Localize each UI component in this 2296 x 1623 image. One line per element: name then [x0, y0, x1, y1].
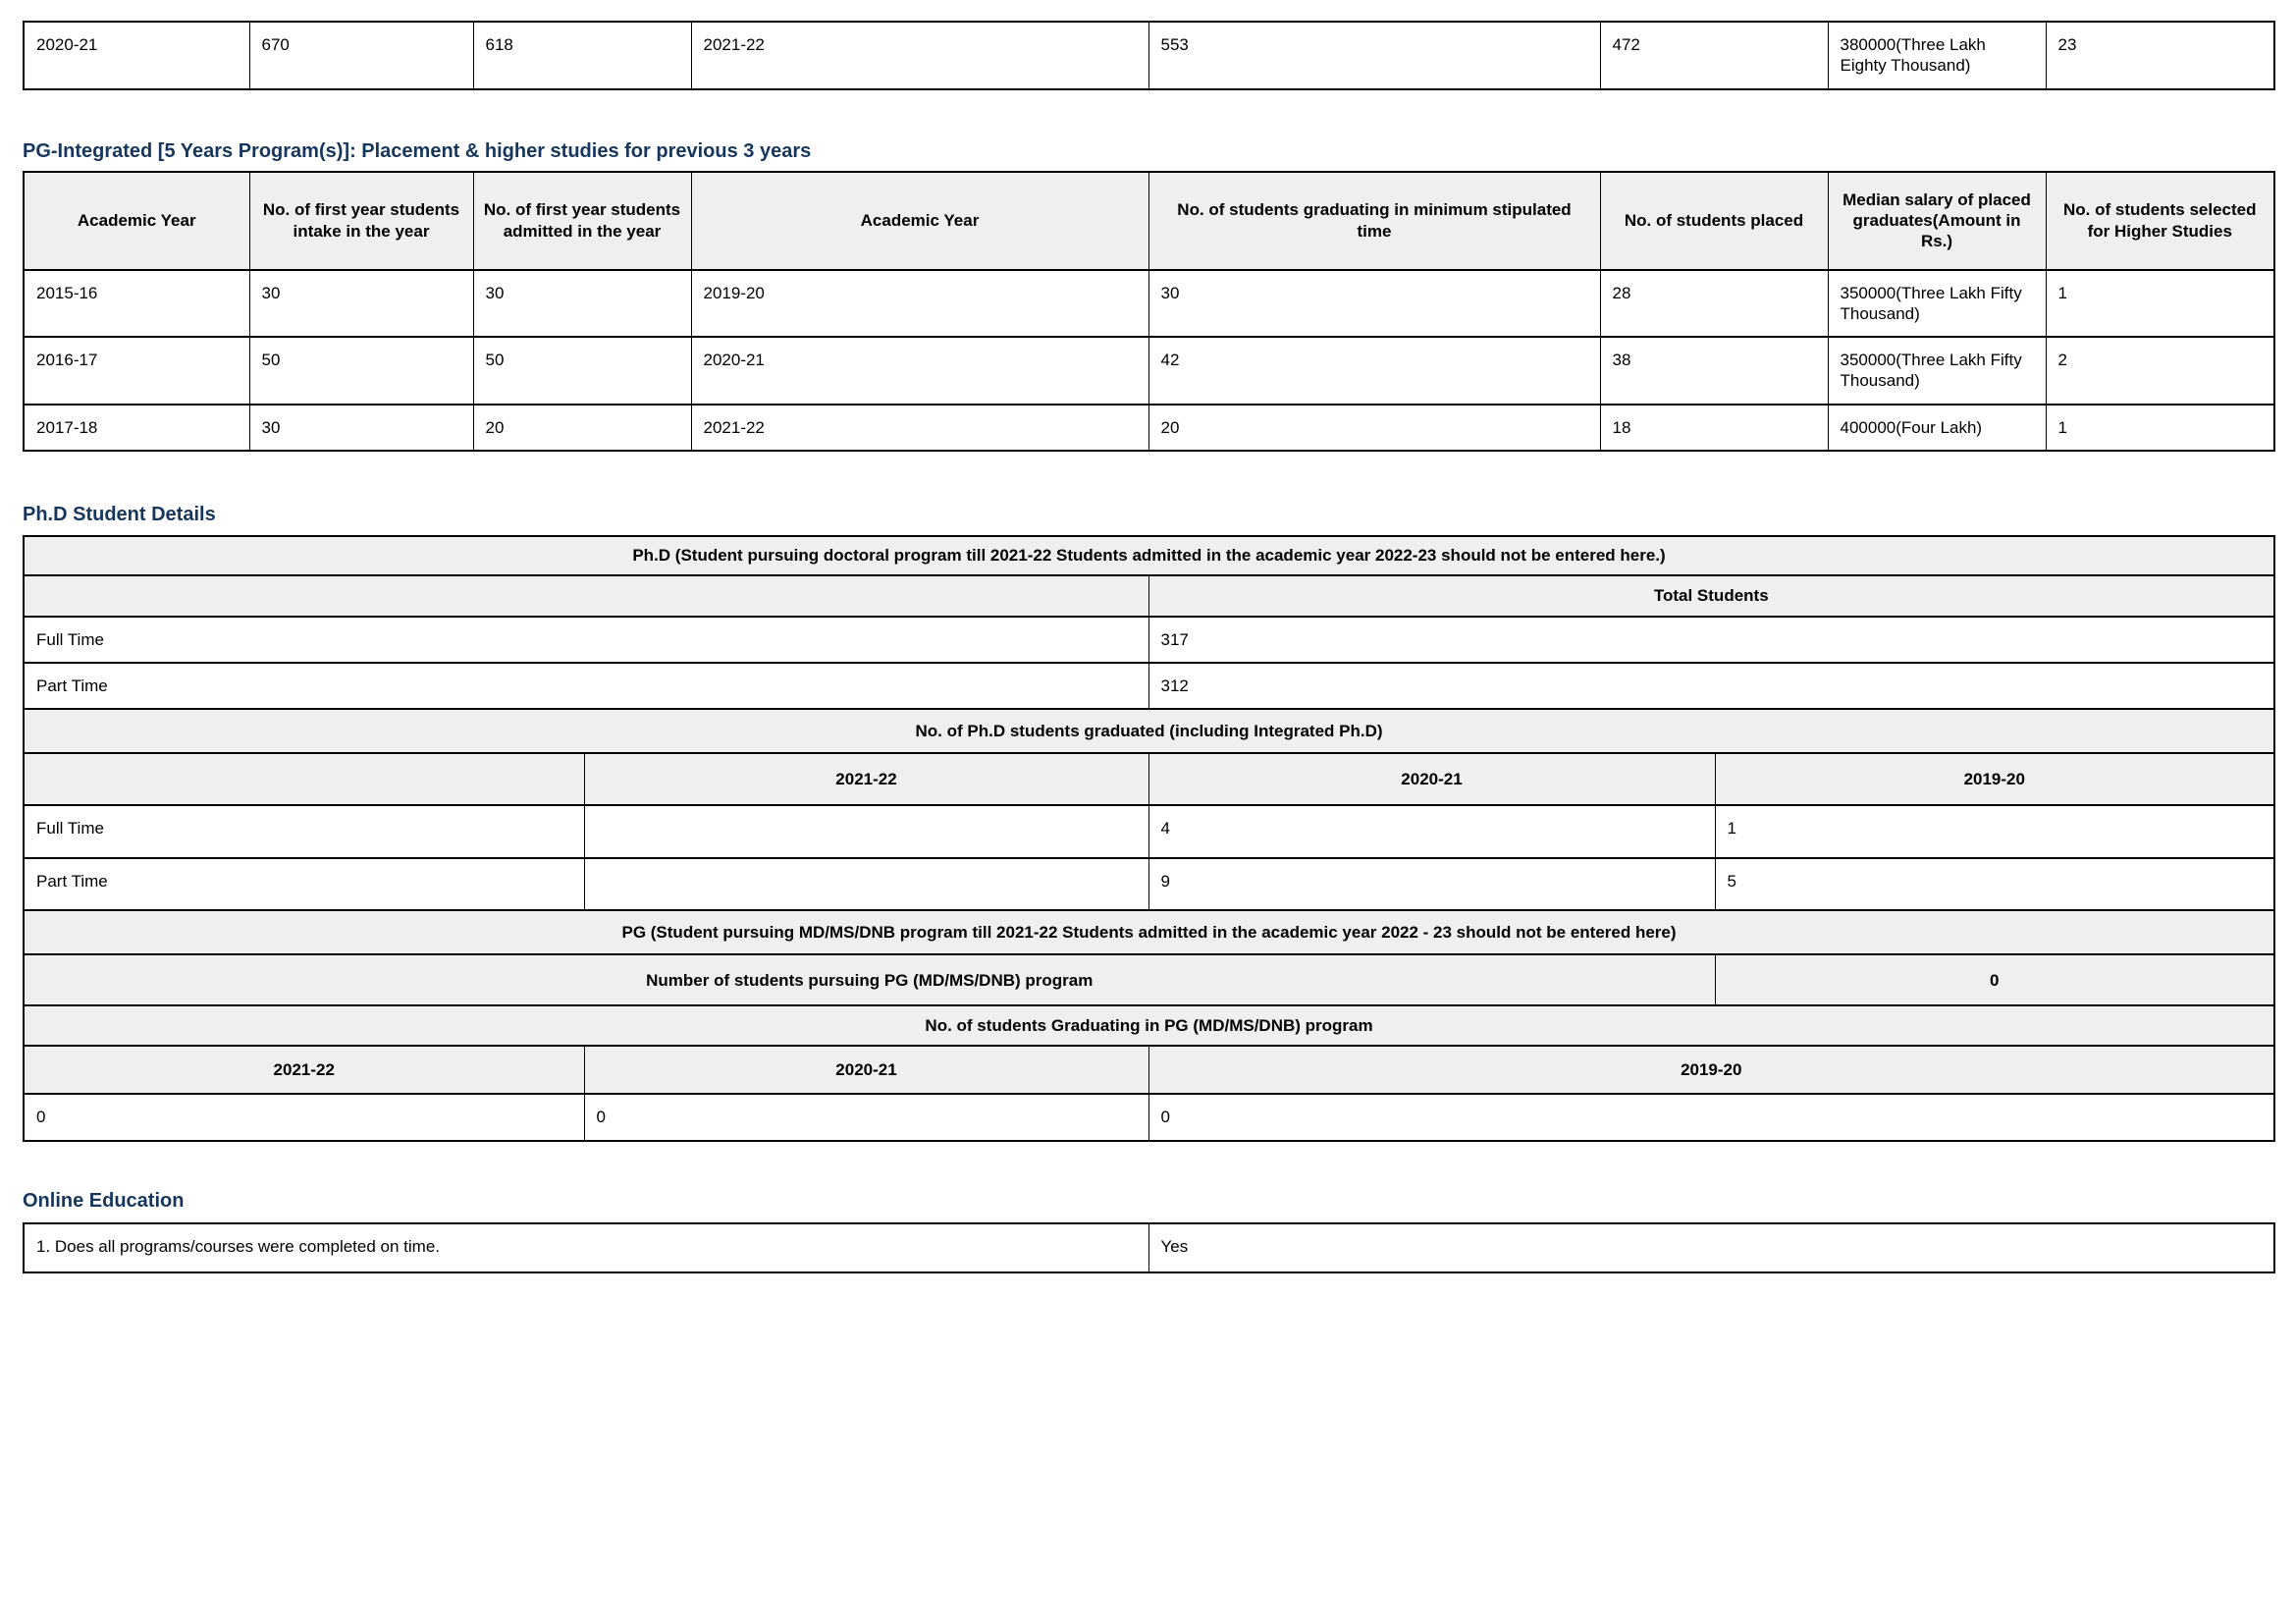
table-cell: 9	[1148, 858, 1715, 910]
table-cell: 1	[2046, 405, 2274, 451]
phd-student-details-table	[23, 535, 2275, 1143]
table-cell: 2021-22	[691, 22, 1148, 89]
phd-doctoral-note-header: Ph.D (Student pursuing doctoral program till 2021-22 Students admitted in the academic year 2022-23 should not be entered here.)	[24, 536, 2274, 575]
online-education-table	[23, 1222, 2275, 1273]
table-cell: 2019-20	[691, 270, 1148, 338]
table-cell	[584, 858, 1148, 910]
table-cell: 38	[1600, 337, 1828, 405]
online-education-section-heading: Online Education	[23, 1190, 185, 1213]
table-cell: 1	[1715, 805, 2274, 858]
table-cell	[584, 805, 1148, 858]
online-education-answer-cell: Yes	[1148, 1223, 2274, 1272]
table-header-row	[24, 1046, 2274, 1094]
table-header-row	[24, 575, 2274, 617]
ug-placement-table-last-row	[23, 21, 2275, 90]
year-header-cell: 2020-21	[1148, 753, 1715, 805]
table-cell: 350000(Three Lakh Fifty Thousand)	[1828, 337, 2046, 405]
table-cell: 618	[473, 22, 691, 89]
empty-header-cell	[24, 575, 1148, 617]
empty-header-cell	[24, 753, 584, 805]
table-header-row	[24, 172, 2274, 270]
year-header-cell: 2019-20	[1715, 753, 2274, 805]
column-header: No. of first year students intake in the year	[249, 172, 473, 270]
report-content	[23, 21, 2273, 1273]
table-cell: 50	[249, 337, 473, 405]
table-row	[24, 663, 2274, 709]
graduating-pg-header: No. of students Graduating in PG (MD/MS/DNB) program	[24, 1005, 2274, 1046]
table-cell: 5	[1715, 858, 2274, 910]
table-cell: 4	[1148, 805, 1715, 858]
table-cell: 2017-18	[24, 405, 249, 451]
column-header: No. of students graduating in minimum stipulated time	[1148, 172, 1600, 270]
table-row	[24, 405, 2274, 451]
table-cell: 350000(Three Lakh Fifty Thousand)	[1828, 270, 2046, 338]
table-cell: 380000(Three Lakh Eighty Thousand)	[1828, 22, 2046, 89]
column-header: No. of students selected for Higher Studies	[2046, 172, 2274, 270]
table-cell: 2016-17	[24, 337, 249, 405]
table-cell: 0	[1148, 1094, 2274, 1141]
full-time-label-cell: Full Time	[24, 617, 1148, 663]
full-time-label-cell: Full Time	[24, 805, 584, 858]
table-cell: 0	[24, 1094, 584, 1141]
table-cell: 1	[2046, 270, 2274, 338]
table-row	[24, 22, 2274, 89]
part-time-label-cell: Part Time	[24, 663, 1148, 709]
online-education-question-cell: 1. Does all programs/courses were completed on time.	[24, 1223, 1148, 1272]
table-cell: 2020-21	[24, 22, 249, 89]
table-header-row	[24, 709, 2274, 753]
table-row	[24, 1094, 2274, 1141]
table-header-row	[24, 1005, 2274, 1046]
table-cell: 2021-22	[691, 405, 1148, 451]
table-cell: 23	[2046, 22, 2274, 89]
table-cell: 50	[473, 337, 691, 405]
part-time-label-cell: Part Time	[24, 858, 584, 910]
year-header-cell: 2021-22	[584, 753, 1148, 805]
phd-graduated-header: No. of Ph.D students graduated (including Integrated Ph.D)	[24, 709, 2274, 753]
column-header: No. of first year students admitted in the year	[473, 172, 691, 270]
column-header: Median salary of placed graduates(Amount in Rs.)	[1828, 172, 2046, 270]
full-time-total-cell: 317	[1148, 617, 2274, 663]
table-cell: 20	[1148, 405, 1600, 451]
column-header: Academic Year	[691, 172, 1148, 270]
table-cell: 42	[1148, 337, 1600, 405]
table-cell: 30	[249, 405, 473, 451]
table-cell: 30	[473, 270, 691, 338]
table-row	[24, 270, 2274, 338]
table-cell: 2015-16	[24, 270, 249, 338]
table-cell: 400000(Four Lakh)	[1828, 405, 2046, 451]
year-header-cell: 2021-22	[24, 1046, 584, 1094]
pg-md-ms-dnb-note-header: PG (Student pursuing MD/MS/DNB program till 2021-22 Students admitted in the academic year 2022 - 23 should not be entered here)	[24, 910, 2274, 954]
column-header: No. of students placed	[1600, 172, 1828, 270]
part-time-total-cell: 312	[1148, 663, 2274, 709]
table-row	[24, 805, 2274, 858]
table-cell: 0	[584, 1094, 1148, 1141]
year-header-cell: 2019-20	[1148, 1046, 2274, 1094]
year-header-cell: 2020-21	[584, 1046, 1148, 1094]
table-cell: 2020-21	[691, 337, 1148, 405]
table-header-row	[24, 954, 2274, 1005]
table-cell: 20	[473, 405, 691, 451]
column-header: Academic Year	[24, 172, 249, 270]
table-row	[24, 1223, 2274, 1272]
pursuing-pg-label-cell: Number of students pursuing PG (MD/MS/DNB) program	[24, 954, 1715, 1005]
table-row	[24, 617, 2274, 663]
table-cell: 28	[1600, 270, 1828, 338]
total-students-header-cell: Total Students	[1148, 575, 2274, 617]
pursuing-pg-value-cell: 0	[1715, 954, 2274, 1005]
table-cell: 30	[1148, 270, 1600, 338]
table-header-row	[24, 910, 2274, 954]
pg-integrated-section-heading: PG-Integrated [5 Years Program(s)]: Placement & higher studies for previous 3 years	[23, 139, 812, 162]
table-header-row	[24, 753, 2274, 805]
table-row	[24, 858, 2274, 910]
table-cell: 670	[249, 22, 473, 89]
table-cell: 553	[1148, 22, 1600, 89]
table-cell: 30	[249, 270, 473, 338]
pg-integrated-placement-table	[23, 171, 2275, 452]
table-header-row	[24, 536, 2274, 575]
phd-section-heading: Ph.D Student Details	[23, 503, 216, 525]
table-cell: 472	[1600, 22, 1828, 89]
table-row	[24, 337, 2274, 405]
table-cell: 2	[2046, 337, 2274, 405]
table-cell: 18	[1600, 405, 1828, 451]
